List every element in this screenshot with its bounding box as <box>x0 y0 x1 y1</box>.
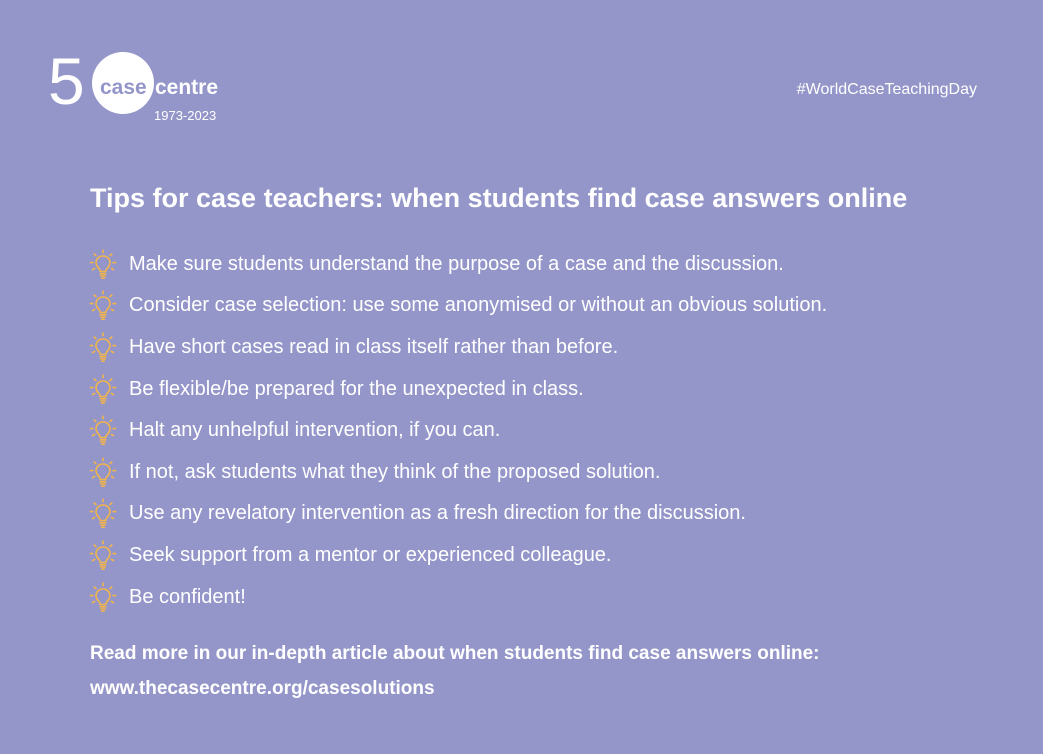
tip-text: Have short cases read in class itself rather than before. <box>129 335 619 358</box>
page-title: Tips for case teachers: when students find case answers online <box>90 183 908 213</box>
tip-item <box>88 493 827 535</box>
tip-text: Consider case selection: use some anonymised or without an obvious solution. <box>129 294 828 317</box>
lightbulb-icon <box>88 289 118 321</box>
tip-item <box>88 285 827 327</box>
lightbulb-icon <box>88 539 118 571</box>
lightbulb-icon <box>88 414 118 446</box>
article-link[interactable]: www.thecasecentre.org/casesolutions <box>90 678 435 699</box>
tip-text: Be flexible/be prepared for the unexpected in class. <box>129 377 584 400</box>
tip-item <box>88 451 827 493</box>
lightbulb-icon <box>88 456 118 488</box>
footer-text: Read more in our in-depth article about when students find case answers online: <box>90 643 820 664</box>
tip-item <box>88 409 827 451</box>
tip-item <box>88 368 827 410</box>
logo <box>48 46 248 130</box>
hashtag: #WorldCaseTeachingDay <box>796 81 977 98</box>
lightbulb-icon <box>88 373 118 405</box>
tip-item <box>88 326 827 368</box>
logo-centre-text: centre <box>155 76 219 99</box>
tip-text: If not, ask students what they think of the proposed solution. <box>129 460 661 483</box>
logo-years: 1973-2023 <box>154 108 217 123</box>
tip-text: Be confident! <box>129 585 246 608</box>
lightbulb-icon <box>88 248 118 280</box>
tip-text: Seek support from a mentor or experienced colleague. <box>129 543 612 566</box>
logo-fifty-digit: 5 <box>48 44 83 118</box>
tip-item <box>88 534 827 576</box>
tip-text: Use any revelatory intervention as a fresh direction for the discussion. <box>129 502 746 525</box>
tip-text: Halt any unhelpful intervention, if you can. <box>129 419 501 442</box>
lightbulb-icon <box>88 331 118 363</box>
tip-item <box>88 243 827 285</box>
lightbulb-icon <box>88 581 118 613</box>
lightbulb-icon <box>88 497 118 529</box>
tip-item <box>88 576 827 618</box>
footer <box>90 636 820 706</box>
tips-list <box>88 243 827 617</box>
tip-text: Make sure students understand the purpose of a case and the discussion. <box>129 252 784 275</box>
logo-case-text: case <box>100 76 147 99</box>
